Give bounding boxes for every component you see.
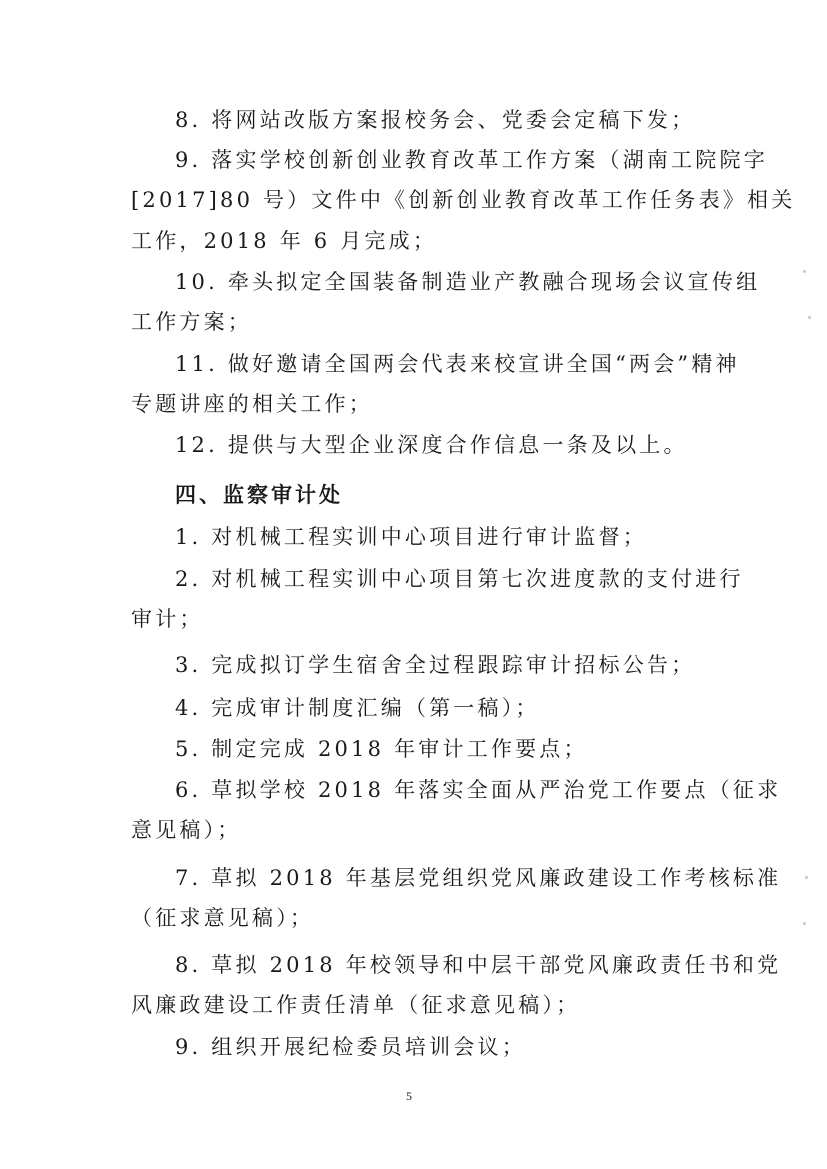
- scan-speck: [808, 316, 811, 319]
- item-10-line-2: 工作方案；: [131, 310, 252, 334]
- item-9-line-3: 工作，2018 年 6 月完成；: [131, 229, 438, 253]
- scan-speck: [805, 876, 808, 879]
- item-9-line-2: [2017]80 号）文件中《创新创业教育改革工作任务表》相关: [131, 188, 796, 212]
- audit-item-9: 9. 组织开展纪检委员培训会议；: [175, 1035, 526, 1059]
- audit-item-3: 3. 完成拟订学生宿舍全过程跟踪审计招标公告；: [175, 653, 696, 677]
- audit-item-7-line-1: 7. 草拟 2018 年基层党组织党风廉政建设工作考核标准: [175, 866, 782, 890]
- audit-item-7-line-2: （征求意见稿）；: [131, 906, 315, 930]
- item-11-line-2: 专题讲座的相关工作；: [131, 392, 373, 416]
- audit-item-4: 4. 完成审计制度汇编（第一稿）；: [175, 696, 540, 720]
- audit-item-2-line-2: 审计；: [131, 607, 204, 631]
- scan-speck: [803, 922, 806, 925]
- audit-item-8-line-1: 8. 草拟 2018 年校领导和中层干部党风廉政责任书和党: [175, 953, 782, 977]
- audit-item-5: 5. 制定完成 2018 年审计工作要点；: [175, 737, 588, 761]
- item-12-text: 12. 提供与大型企业深度合作信息一条及以上。: [175, 433, 688, 457]
- audit-item-6-line-1: 6. 草拟学校 2018 年落实全面从严治党工作要点（征求: [175, 778, 782, 802]
- section-heading-audit: 四、监察审计处: [175, 483, 343, 507]
- audit-item-2-line-1: 2. 对机械工程实训中心项目第七次进度款的支付进行: [175, 567, 744, 591]
- audit-item-1: 1. 对机械工程实训中心项目进行审计监督；: [175, 525, 647, 549]
- page-number: 5: [406, 1089, 412, 1103]
- item-10-line-1: 10. 牵头拟定全国装备制造业产教融合现场会议宣传组: [175, 270, 761, 294]
- item-8-text: 8. 将网站改版方案报校务会、党委会定稿下发；: [175, 108, 696, 132]
- item-11-line-1: 11. 做好邀请全国两会代表来校宣讲全国“两会”精神: [175, 352, 740, 376]
- scan-speck: [803, 270, 806, 273]
- item-9-line-1: 9. 落实学校创新创业教育改革工作方案（湖南工院院字: [175, 148, 768, 172]
- audit-item-6-line-2: 意见稿）；: [131, 818, 242, 842]
- audit-item-8-line-2: 风廉政建设工作责任清单（征求意见稿）；: [131, 993, 581, 1017]
